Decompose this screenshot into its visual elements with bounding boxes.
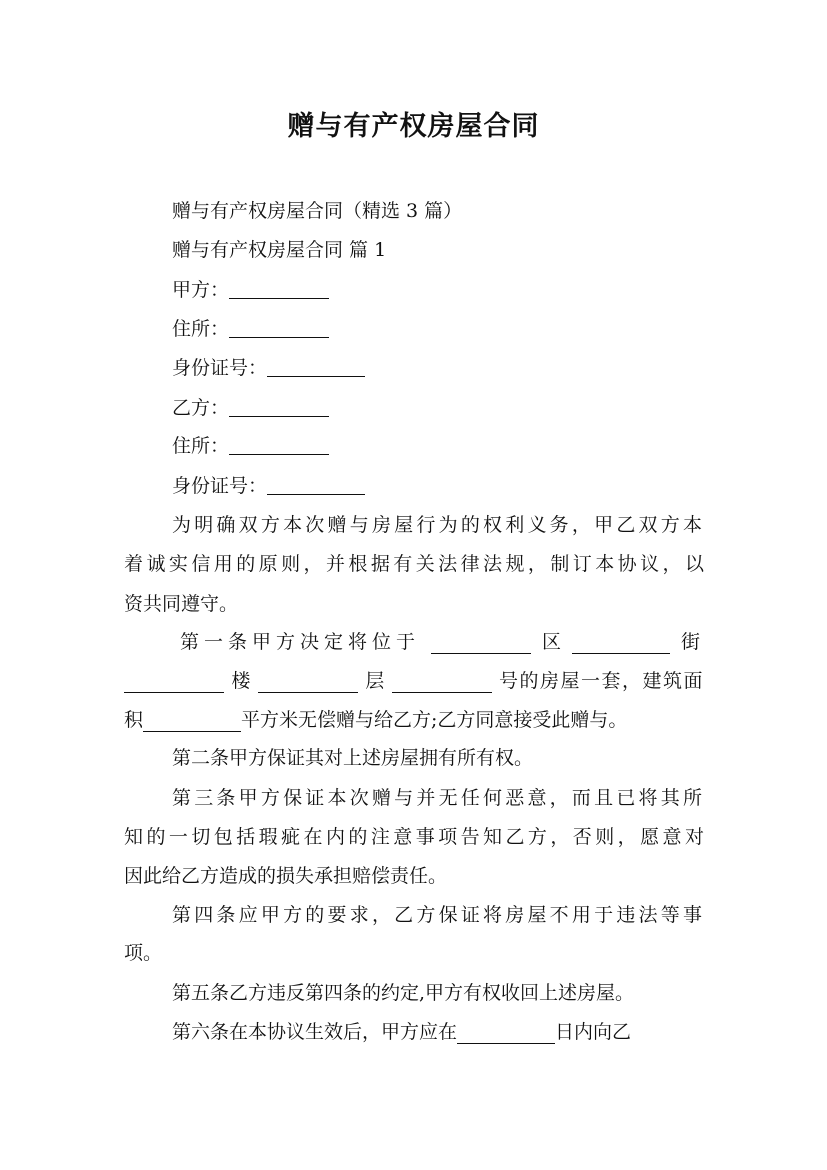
intro-line-2: 着诚实信用的原则，并根据有关法律法规，制订本协议，以 xyxy=(124,553,704,575)
article1-blank-building xyxy=(124,673,224,693)
article1-text-building: 楼 xyxy=(231,670,251,692)
article1-text-area: 积 xyxy=(124,709,144,731)
party-b-address-field xyxy=(172,434,329,458)
subtitle: 赠与有产权房屋合同（精选 3 篇） xyxy=(172,200,463,222)
article1-blank-street xyxy=(572,634,670,654)
article1-text-floor: 层 xyxy=(365,670,385,692)
intro-line-1: 为明确双方本次赠与房屋行为的权利义务，甲乙双方本 xyxy=(172,514,702,536)
party-b-address-blank xyxy=(229,435,329,455)
article3-line-1: 第三条甲方保证本次赠与并无任何恶意，而且已将其所 xyxy=(172,787,702,809)
article1-line-3 xyxy=(124,708,716,732)
article1-text-c: 街 xyxy=(680,631,700,653)
article1-line-1 xyxy=(180,630,700,654)
article1-text-a: 第一条甲方决定将位于 xyxy=(180,631,421,653)
party-b-address-label: 住所： xyxy=(172,435,230,457)
article6-text-b: 日内向乙 xyxy=(555,1021,632,1043)
article2: 第二条甲方保证其对上述房屋拥有所有权。 xyxy=(172,747,534,769)
party-a-id-label: 身份证号： xyxy=(172,357,268,379)
article1-blank-area xyxy=(143,712,241,732)
party-b-blank xyxy=(229,397,329,417)
article6-blank-days xyxy=(457,1024,555,1044)
article1-text-b: 区 xyxy=(541,631,561,653)
party-a-id-blank xyxy=(267,357,365,377)
party-b-id-field xyxy=(172,474,365,498)
party-b-field xyxy=(172,396,329,420)
article6-text-a: 第六条在本协议生效后，甲方应在 xyxy=(172,1021,458,1043)
document-title: 赠与有产权房屋合同 xyxy=(287,111,540,142)
article3-line-2: 知的一切包括瑕疵在内的注意事项告知乙方，否则，愿意对 xyxy=(124,826,704,848)
party-a-address-field xyxy=(172,317,329,341)
party-a-field xyxy=(172,278,329,302)
article1-text-number: 号的房屋一套，建筑面 xyxy=(498,670,704,692)
article4-line-1: 第四条应甲方的要求，乙方保证将房屋不用于违法等事 xyxy=(172,904,702,926)
party-a-address-label: 住所： xyxy=(172,318,230,340)
article6-line-1 xyxy=(172,1020,702,1044)
article1-text-gift: 平方米无偿赠与给乙方;乙方同意接受此赠与。 xyxy=(241,709,628,731)
article1-blank-number xyxy=(392,673,492,693)
article1-blank-floor xyxy=(258,673,358,693)
section-heading: 赠与有产权房屋合同 篇 1 xyxy=(172,239,387,261)
article1-line-2 xyxy=(124,669,704,693)
party-a-address-blank xyxy=(229,318,329,338)
party-a-label: 甲方： xyxy=(172,279,230,301)
party-b-id-blank xyxy=(267,475,365,495)
article3-line-3: 因此给乙方造成的损失承担赔偿责任。 xyxy=(124,865,448,887)
party-a-id-field xyxy=(172,356,365,380)
article5: 第五条乙方违反第四条的约定,甲方有权收回上述房屋。 xyxy=(172,982,635,1004)
party-a-blank xyxy=(229,279,329,299)
party-b-label: 乙方： xyxy=(172,397,230,419)
intro-line-3: 资共同遵守。 xyxy=(124,593,239,615)
party-b-id-label: 身份证号： xyxy=(172,475,268,497)
article1-blank-district xyxy=(431,634,531,654)
article4-line-2: 项。 xyxy=(124,942,163,964)
